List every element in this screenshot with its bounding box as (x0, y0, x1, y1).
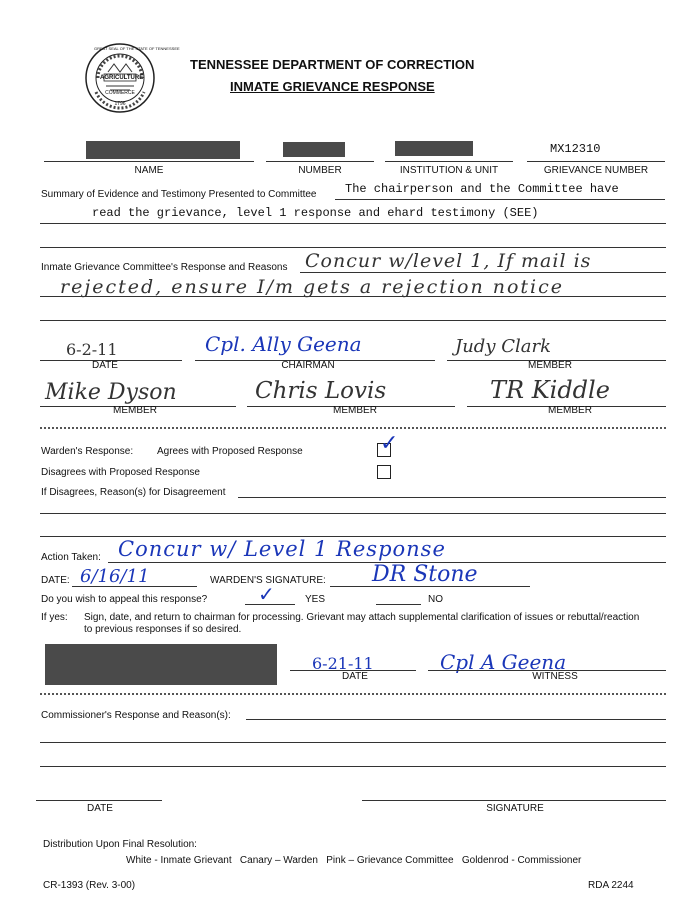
if-yes-label: If yes: (41, 612, 68, 623)
grievance-number-value: MX12310 (550, 142, 601, 156)
name-line (44, 161, 254, 162)
commissioner-signature-label: SIGNATURE (486, 803, 544, 814)
appeal-instructions-1: Sign, date, and return to chairman for processing. Grievant may attach supplemental clarification of issues or rebuttal/reaction (84, 612, 640, 623)
appeal-yes-line[interactable] (245, 604, 295, 605)
number-label: NUMBER (298, 165, 342, 176)
seal-commerce-text: COMMERCE (105, 90, 135, 96)
form-code: CR-1393 (Rev. 3-00) (43, 880, 136, 891)
distribution-label: Distribution Upon Final Resolution: (43, 839, 197, 850)
department-title: TENNESSEE DEPARTMENT OF CORRECTION (190, 57, 475, 72)
institution-line (385, 161, 513, 162)
appeal-date-value: 6-21-11 (312, 654, 374, 673)
summary-label: Summary of Evidence and Testimony Presented to Committee (41, 189, 317, 200)
action-taken-value: Concur w/ Level 1 Response (118, 537, 446, 561)
chairman-label: CHAIRMAN (281, 360, 335, 371)
commissioner-label: Commissioner's Response and Reason(s): (41, 710, 231, 721)
appeal-instructions-2: to previous responses if so desired. (84, 624, 242, 635)
appeal-yes-label: YES (305, 594, 326, 605)
member-1-signature: Judy Clark (455, 336, 551, 357)
seal-ring-text: GREAT SEAL OF THE STATE OF TENNESSEE (94, 46, 180, 51)
seal-agriculture-text: AGRICULTURE (100, 75, 144, 81)
agrees-checkmark: ✓ (380, 431, 399, 456)
member-3-label: MEMBER (333, 405, 377, 416)
form-title: INMATE GRIEVANCE RESPONSE (230, 79, 435, 94)
redacted-name (86, 141, 240, 159)
number-line (266, 161, 374, 162)
appeal-no-label: NO (428, 594, 443, 605)
appeal-yes-mark: ✓ (258, 582, 275, 606)
appeal-date-label: DATE (342, 671, 368, 682)
committee-date-label: DATE (92, 360, 118, 371)
committee-response-line-1: Concur w/level 1, If mail is (305, 250, 592, 272)
witness-label: WITNESS (532, 671, 578, 682)
seal-year-text: 1796 (114, 101, 126, 107)
appeal-no-line[interactable] (376, 604, 421, 605)
committee-response-line-2: rejected, ensure I/m gets a rejection notice (60, 276, 565, 298)
disagree-reason-label: If Disagrees, Reason(s) for Disagreement (41, 487, 226, 498)
warden-signature-value: DR Stone (372, 562, 478, 587)
warden-signature-label: WARDEN'S SIGNATURE: (210, 575, 326, 586)
section-divider-1 (40, 427, 666, 429)
member-4-label: MEMBER (548, 405, 592, 416)
section-divider-2 (40, 693, 666, 695)
committee-date-value: 6-2-11 (66, 340, 118, 359)
redacted-number (283, 142, 345, 157)
member-4-signature: TR Kiddle (490, 376, 610, 404)
member-3-signature: Chris Lovis (255, 378, 387, 404)
redacted-institution (395, 141, 473, 156)
warden-date-value: 6/16/11 (80, 566, 150, 587)
appeal-question: Do you wish to appeal this response? (41, 594, 208, 605)
grievance-number-label: GRIEVANCE NUMBER (543, 165, 649, 176)
committee-response-label: Inmate Grievance Committee's Response and Reasons (41, 262, 288, 273)
redacted-grievant-signature (45, 644, 277, 685)
action-taken-label: Action Taken: (41, 552, 101, 563)
summary-line-2: read the grievance, level 1 response and ehard testimony (SEE) (92, 206, 539, 220)
warden-response-label: Warden's Response: (41, 446, 134, 457)
distribution-copies: White - Inmate Grievant Canary – Warden Pink – Grievance Committee Goldenrod - Commissioner (126, 855, 582, 866)
member-2-signature: Mike Dyson (45, 380, 177, 405)
grievance-number-line (527, 161, 665, 162)
member-1-label: MEMBER (528, 360, 572, 371)
witness-signature: Cpl A Geena (440, 650, 567, 674)
commissioner-date-label: DATE (87, 803, 113, 814)
chairman-signature: Cpl. Ally Geena (205, 332, 362, 356)
disagrees-label: Disagrees with Proposed Response (41, 467, 200, 478)
summary-line-1: The chairperson and the Committee have (345, 182, 619, 196)
name-label: NAME (134, 165, 164, 176)
rda-code: RDA 2244 (588, 880, 634, 891)
member-2-label: MEMBER (113, 405, 157, 416)
disagrees-checkbox[interactable] (377, 465, 391, 479)
institution-label: INSTITUTION & UNIT (399, 165, 499, 176)
agrees-label: Agrees with Proposed Response (157, 446, 303, 457)
warden-date-label: DATE: (41, 575, 70, 586)
